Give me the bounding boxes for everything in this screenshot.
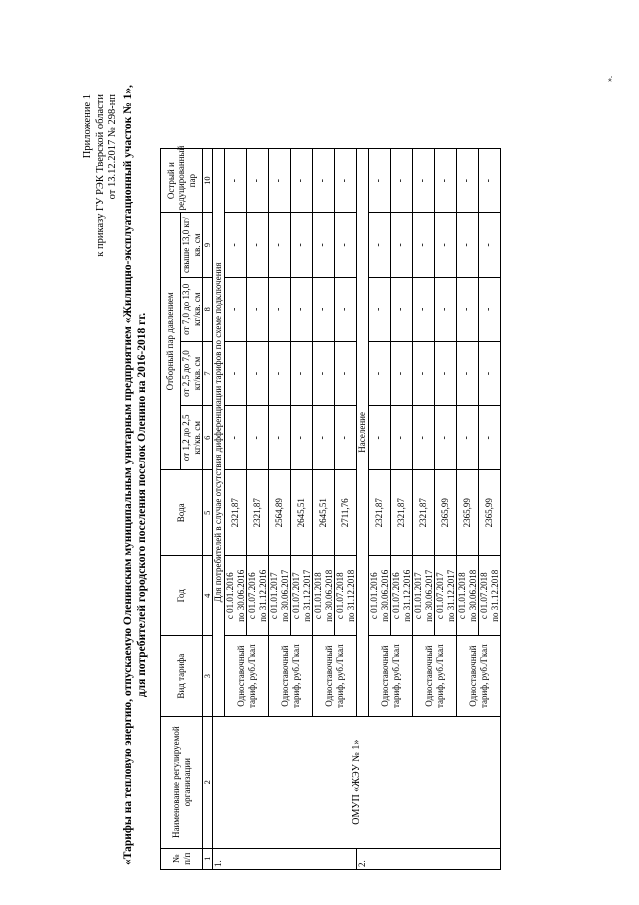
empty-value-cell: - xyxy=(479,341,501,405)
empty-value-cell: - xyxy=(457,277,479,341)
empty-value-cell: - xyxy=(457,213,479,277)
tariff-type-cell: Одноставочный тариф, руб./Гкал xyxy=(369,636,413,716)
empty-value-cell: - xyxy=(369,149,391,213)
empty-value-cell: - xyxy=(247,149,269,213)
col-number: 2 xyxy=(203,716,213,848)
title-line-1: «Тарифы на тепловую энергию, отпускаемую Оленинским муниципальным унитарным предприятием «Жилищно-эксплуатационный участок № 1», xyxy=(122,85,134,865)
water-value-cell: 2365,99 xyxy=(435,470,457,556)
empty-value-cell: - xyxy=(313,341,335,405)
period-cell: с 01.01.2017 по 30.06.2017 xyxy=(413,556,435,636)
empty-value-cell: - xyxy=(413,213,435,277)
empty-value-cell: - xyxy=(225,149,247,213)
empty-value-cell: - xyxy=(413,277,435,341)
col-number: 9 xyxy=(203,213,213,277)
period-cell: с 01.07.2016 по 31.12.2016 xyxy=(247,556,269,636)
empty-value-cell: - xyxy=(435,341,457,405)
period-cell: с 01.07.2017 по 31.12.2017 xyxy=(435,556,457,636)
empty-value-cell: - xyxy=(247,341,269,405)
period-cell: с 01.01.2017 по 30.06.2017 xyxy=(269,556,291,636)
empty-value-cell: - xyxy=(291,406,313,470)
empty-value-cell: - xyxy=(269,277,291,341)
header-steam-3: от 7,0 до 13,0 кг/кв. см xyxy=(181,277,203,341)
empty-value-cell: - xyxy=(335,341,357,405)
empty-value-cell: - xyxy=(413,149,435,213)
period-cell: с 01.01.2018 по 30.06.2018 xyxy=(313,556,335,636)
empty-value-cell: - xyxy=(457,341,479,405)
empty-value-cell: - xyxy=(291,213,313,277)
water-value-cell: 2645,51 xyxy=(313,470,335,556)
empty-value-cell: - xyxy=(269,341,291,405)
water-value-cell: 2321,87 xyxy=(369,470,391,556)
water-value-cell: 2365,99 xyxy=(457,470,479,556)
empty-value-cell: - xyxy=(435,149,457,213)
period-cell: с 01.07.2016 по 31.12.2016 xyxy=(391,556,413,636)
column-number-row xyxy=(203,149,213,870)
empty-value-cell: - xyxy=(313,277,335,341)
empty-value-cell: - xyxy=(391,341,413,405)
empty-value-cell: - xyxy=(247,213,269,277)
empty-value-cell: - xyxy=(291,149,313,213)
empty-value-cell: - xyxy=(369,277,391,341)
empty-value-cell: - xyxy=(335,213,357,277)
header-year: Год xyxy=(161,556,203,636)
empty-value-cell: - xyxy=(369,213,391,277)
tariff-table xyxy=(160,145,501,870)
empty-value-cell: - xyxy=(335,277,357,341)
empty-value-cell: - xyxy=(369,406,391,470)
col-number: 5 xyxy=(203,470,213,556)
empty-value-cell: - xyxy=(391,406,413,470)
period-cell: с 01.01.2016 по 30.06.2016 xyxy=(369,556,391,636)
empty-value-cell: - xyxy=(269,406,291,470)
header-num: № п/п xyxy=(161,848,203,869)
annex-line-3: от 13.12.2017 № 298-нп xyxy=(107,94,118,200)
empty-value-cell: - xyxy=(391,213,413,277)
empty-value-cell: - xyxy=(435,213,457,277)
annex-line-1: Приложение 1 xyxy=(82,94,93,159)
empty-value-cell: - xyxy=(225,277,247,341)
col-number: 7 xyxy=(203,341,213,405)
col-number: 10 xyxy=(203,149,213,213)
water-value-cell: 2321,87 xyxy=(413,470,435,556)
empty-value-cell: - xyxy=(369,341,391,405)
empty-value-cell: - xyxy=(479,277,501,341)
header-tariff-type: Вид тарифа xyxy=(161,636,203,716)
empty-value-cell: - xyxy=(225,341,247,405)
empty-value-cell: - xyxy=(291,277,313,341)
header-steam-1: от 1,2 до 2,5 кг/кв. см xyxy=(181,406,203,470)
annex-header xyxy=(82,94,120,257)
col-number: 8 xyxy=(203,277,213,341)
empty-value-cell: - xyxy=(247,406,269,470)
col-number: 4 xyxy=(203,556,213,636)
section-number: 1. xyxy=(213,848,357,869)
empty-value-cell: - xyxy=(335,149,357,213)
period-cell: с 01.07.2018 по 31.12.2018 xyxy=(479,556,501,636)
empty-value-cell: - xyxy=(413,406,435,470)
empty-value-cell: - xyxy=(479,406,501,470)
water-value-cell: 2564,89 xyxy=(269,470,291,556)
empty-value-cell: - xyxy=(457,149,479,213)
header-steam-2: от 2,5 до 7,0 кг/кв. см xyxy=(181,341,203,405)
annex-line-2: к приказу ГУ РЭК Тверской области xyxy=(94,94,106,257)
section-label: Для потребителей в случае отсутствия дифференциации тарифов по схеме подключения xyxy=(213,149,225,717)
empty-value-cell: - xyxy=(335,406,357,470)
tariff-type-cell: Одноставочный тариф, руб./Гкал xyxy=(225,636,269,716)
water-value-cell: 2321,87 xyxy=(247,470,269,556)
empty-value-cell: - xyxy=(313,213,335,277)
empty-value-cell: - xyxy=(269,149,291,213)
empty-value-cell: - xyxy=(413,341,435,405)
water-value-cell: 2645,51 xyxy=(291,470,313,556)
tariff-type-cell: Одноставочный тариф, руб./Гкал xyxy=(457,636,501,716)
empty-value-cell: - xyxy=(479,213,501,277)
title-line-2: для потребителей городского поселения поселок Оленино на 2016-2018 гг. xyxy=(135,312,148,698)
water-value-cell: 2711,76 xyxy=(335,470,357,556)
empty-value-cell: - xyxy=(313,149,335,213)
period-cell: с 01.07.2017 по 31.12.2017 xyxy=(291,556,313,636)
header-sharp-steam: Острый и редуцированный пар xyxy=(161,149,203,213)
section-number: 2. xyxy=(357,848,501,869)
empty-value-cell: - xyxy=(291,341,313,405)
col-number: 6 xyxy=(203,406,213,470)
empty-value-cell: - xyxy=(391,149,413,213)
empty-value-cell: - xyxy=(269,213,291,277)
empty-value-cell: - xyxy=(435,277,457,341)
page-mark: ». xyxy=(605,76,614,82)
section-row xyxy=(213,149,225,870)
water-value-cell: 2321,87 xyxy=(225,470,247,556)
empty-value-cell: - xyxy=(313,406,335,470)
tariff-type-cell: Одноставочный тариф, руб./Гкал xyxy=(269,636,313,716)
empty-value-cell: - xyxy=(457,406,479,470)
tariff-table-body xyxy=(213,149,501,870)
tariff-type-cell: Одноставочный тариф, руб./Гкал xyxy=(413,636,457,716)
period-cell: с 01.01.2016 по 30.06.2016 xyxy=(225,556,247,636)
period-cell: с 01.01.2018 по 30.06.2018 xyxy=(457,556,479,636)
empty-value-cell: - xyxy=(391,277,413,341)
tariff-type-cell: Одноставочный тариф, руб./Гкал xyxy=(313,636,357,716)
document-title xyxy=(122,85,149,865)
period-cell: с 01.07.2018 по 31.12.2018 xyxy=(335,556,357,636)
empty-value-cell: - xyxy=(247,277,269,341)
empty-value-cell: - xyxy=(479,149,501,213)
empty-value-cell: - xyxy=(435,406,457,470)
header-org: Наименование регулируемой организации xyxy=(161,716,203,848)
header-steam-4: свыше 13,0 кг/кв. см xyxy=(181,213,203,277)
empty-value-cell: - xyxy=(225,406,247,470)
header-steam: Отборный пар давлением xyxy=(161,213,181,470)
water-value-cell: 2321,87 xyxy=(391,470,413,556)
empty-value-cell: - xyxy=(225,213,247,277)
col-number: 3 xyxy=(203,636,213,716)
water-value-cell: 2365,99 xyxy=(479,470,501,556)
section-label: Население xyxy=(357,149,369,717)
header-water: Вода xyxy=(161,470,203,556)
col-number: 1 xyxy=(203,848,213,869)
organization-name: ОМУП «ЖЭУ № 1» xyxy=(213,716,501,848)
